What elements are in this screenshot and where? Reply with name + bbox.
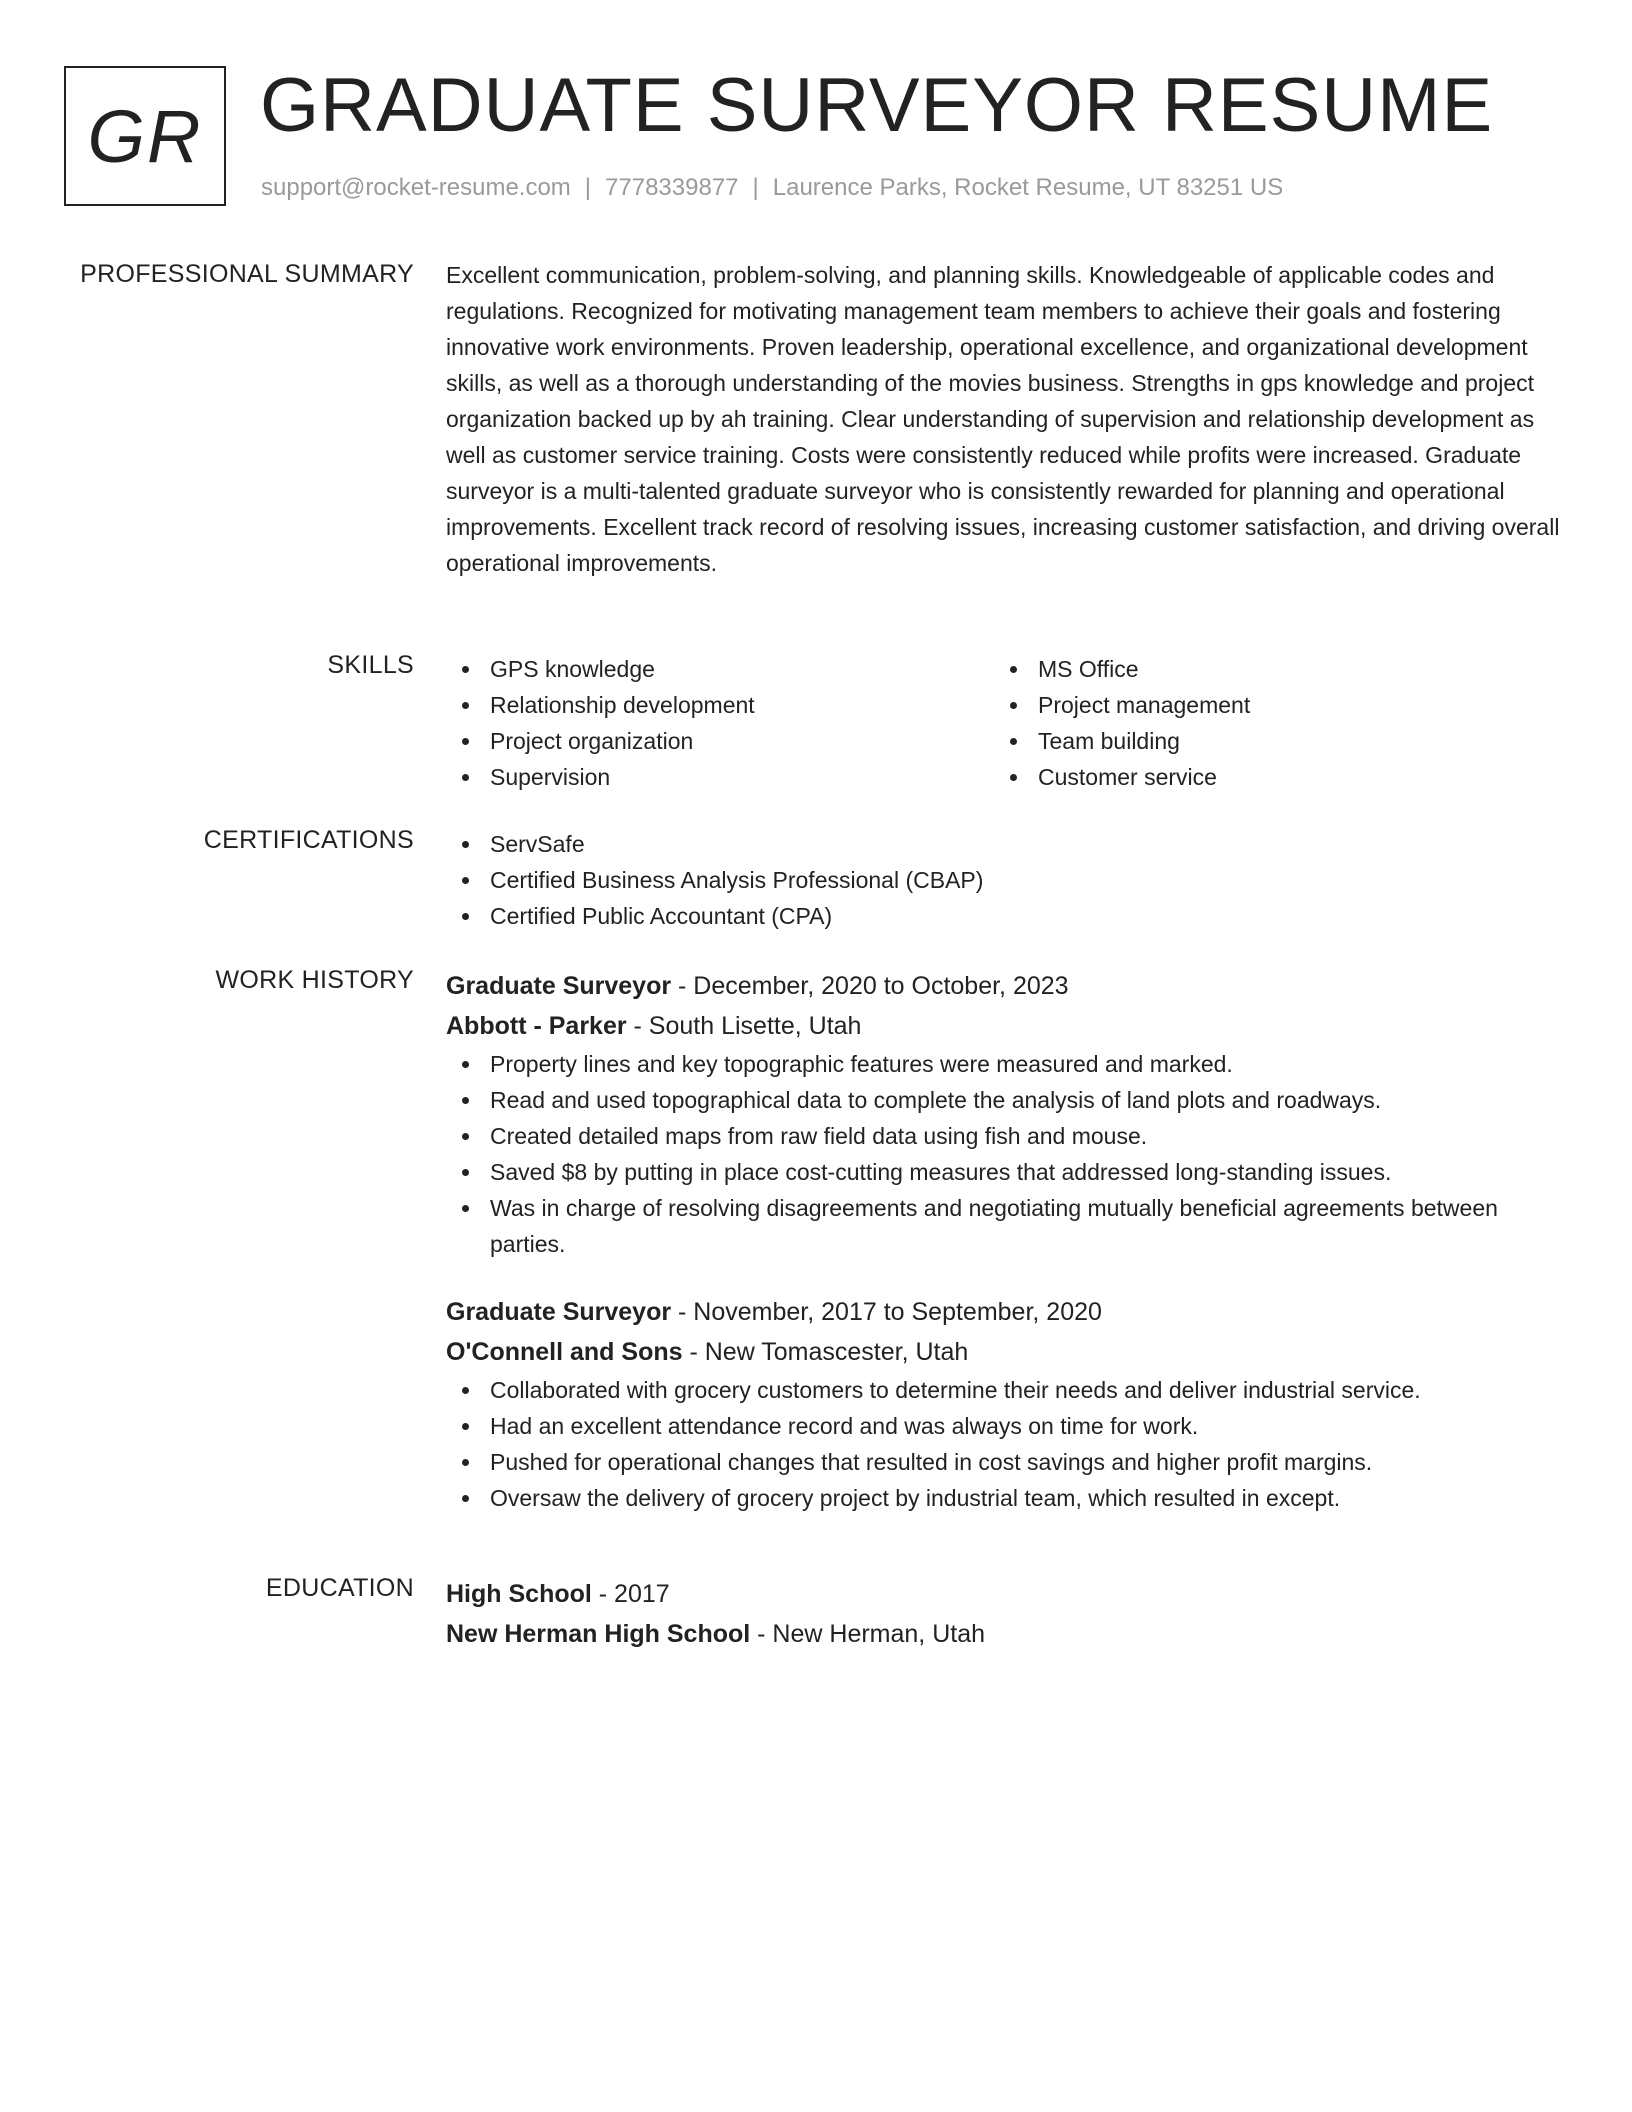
skill-item: Customer service: [994, 759, 1542, 795]
work-history-body: [446, 966, 1562, 1516]
certification-item: Certified Public Accountant (CPA): [446, 898, 1562, 934]
skill-item: Supervision: [446, 759, 994, 795]
skill-item: Project organization: [446, 723, 994, 759]
skill-item: Team building: [994, 723, 1542, 759]
skill-item: GPS knowledge: [446, 651, 994, 687]
monogram-box: GR: [64, 66, 226, 206]
skills-body: [446, 651, 1562, 795]
contact-address: Laurence Parks, Rocket Resume, UT 83251 US: [772, 174, 1284, 201]
job-title-line: [446, 1292, 1562, 1332]
job-duties-list: [446, 1372, 1562, 1516]
skill-item: Relationship development: [446, 687, 994, 723]
job-duty-item: Was in charge of resolving disagreements and negotiating mutually beneficial agreements between parties.: [446, 1190, 1562, 1262]
job-company-line: [446, 1006, 1562, 1046]
skills-list-left: [446, 651, 994, 795]
education-location: - New Herman, Utah: [750, 1620, 986, 1648]
skills-list-right: [994, 651, 1542, 795]
work-history-label: WORK HISTORY: [215, 966, 414, 994]
certifications-label: CERTIFICATIONS: [203, 826, 414, 854]
contact-line: [261, 174, 1283, 202]
resume-header: [64, 63, 1564, 210]
job-location: - South Lisette, Utah: [626, 1012, 862, 1040]
job-company-line: [446, 1332, 1562, 1372]
skill-item: MS Office: [994, 651, 1542, 687]
education-school-line: [446, 1614, 1562, 1654]
certifications-body: [446, 826, 1562, 934]
job-duty-item: Pushed for operational changes that resulted in cost savings and higher profit margins.: [446, 1444, 1562, 1480]
job-company: O'Connell and Sons: [446, 1338, 683, 1366]
contact-phone: 7778339877: [605, 174, 739, 201]
contact-separator: |: [752, 174, 759, 201]
contact-separator: |: [584, 174, 592, 201]
job-duty-item: Had an excellent attendance record and was always on time for work.: [446, 1408, 1562, 1444]
skill-item: Project management: [994, 687, 1542, 723]
job-dates: - November, 2017 to September, 2020: [671, 1298, 1102, 1326]
certification-item: Certified Business Analysis Professional (CBAP): [446, 862, 1562, 898]
page-title: GRADUATE SURVEYOR RESUME: [260, 63, 1494, 148]
certification-item: ServSafe: [446, 826, 1562, 862]
skills-label: SKILLS: [327, 651, 414, 679]
job-duty-item: Saved $8 by putting in place cost-cutting measures that addressed long-standing issues.: [446, 1154, 1562, 1190]
education-body: [446, 1574, 1562, 1654]
job-title-line: [446, 966, 1562, 1006]
job-location: - New Tomascester, Utah: [682, 1338, 969, 1366]
summary-label: PROFESSIONAL SUMMARY: [80, 260, 414, 288]
job-title: Graduate Surveyor: [446, 1298, 672, 1326]
job-duty-item: Collaborated with grocery customers to determine their needs and deliver industrial service.: [446, 1372, 1562, 1408]
job-duty-item: Created detailed maps from raw field data using fish and mouse.: [446, 1118, 1562, 1154]
job-dates: - December, 2020 to October, 2023: [671, 972, 1069, 1000]
contact-email: support@rocket-resume.com: [261, 174, 571, 201]
summary-text: Excellent communication, problem-solving, and planning skills. Knowledgeable of applicable codes and regulations. Recognized for motivating management team members to achieve their goals and fostering innovative work environments. Proven leadership, operational excellence, and organizational development skills, as well as a thorough understanding of the movies business. Strengths in gps knowledge and project organization backed up by ah training. Clear understanding of supervision and relationship development as well as customer service training. Costs were consistently reduced while profits were increased. Graduate surveyor is a multi-talented graduate surveyor who is consistently rewarded for planning and operational improvements. Excellent track record of resolving issues, increasing customer satisfaction, and driving overall operational improvements.: [446, 262, 1560, 576]
job-duty-item: Property lines and key topographic features were measured and marked.: [446, 1046, 1562, 1082]
certifications-list: [446, 826, 1562, 934]
education-label: EDUCATION: [265, 1574, 414, 1602]
job-duty-item: Read and used topographical data to complete the analysis of land plots and roadways.: [446, 1082, 1562, 1118]
education-degree: High School: [446, 1580, 592, 1608]
job-company: Abbott - Parker: [446, 1012, 627, 1040]
job-entry: [446, 966, 1562, 1262]
job-duties-list: [446, 1046, 1562, 1262]
job-title: Graduate Surveyor: [446, 972, 672, 1000]
job-duty-item: Oversaw the delivery of grocery project by industrial team, which resulted in except.: [446, 1480, 1562, 1516]
education-school: New Herman High School: [446, 1620, 751, 1648]
education-degree-line: [446, 1574, 1562, 1614]
education-year: - 2017: [591, 1580, 670, 1608]
job-entry: [446, 1292, 1562, 1516]
summary-body: [446, 260, 1562, 581]
